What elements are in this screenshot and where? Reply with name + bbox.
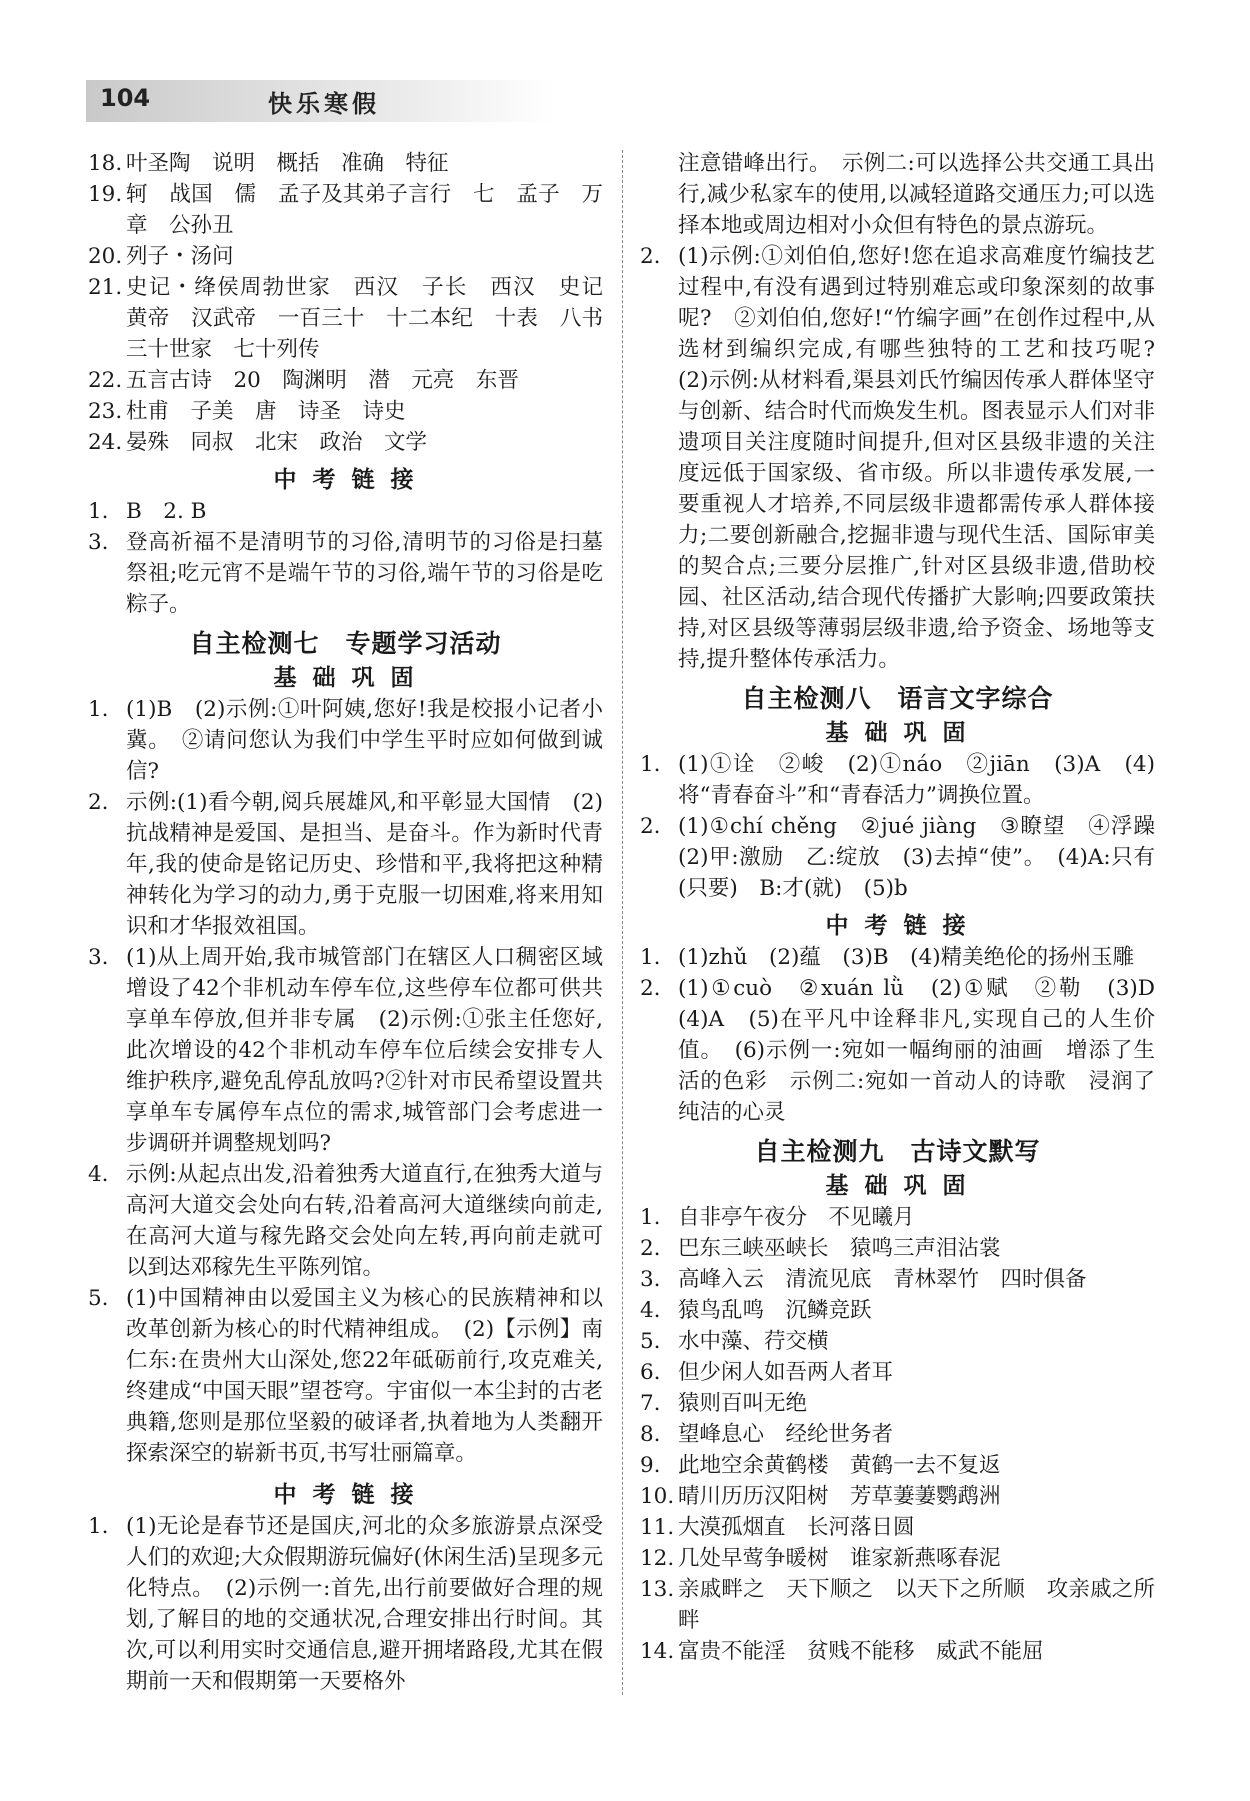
column-divider [622,150,623,1695]
answer-item [88,365,603,396]
right-column [640,148,1177,1667]
item-number: 22. [88,368,123,393]
item-text: 示例:从起点出发,沿着独秀大道直行,在独秀大道与高河大道交会处向右转,沿着高河大道继续向前走,在高河大道与稼先路交会处向左转,再向前走就可以到达邓稼先生平陈列馆。 [126,1162,603,1280]
item-number: 11. [640,1515,675,1540]
item-text: 猿鸟乱鸣 沉鳞竞跃 [678,1298,872,1323]
item-text: 五言古诗 20 陶渊明 潜 元亮 东晋 [126,368,519,393]
answer-item [88,1511,603,1697]
answer-list [88,694,603,1469]
item-text: 但少闲人如吾两人者耳 [678,1360,894,1385]
item-number: 5. [88,1286,109,1311]
answer-item [88,396,603,427]
continued-text: 注意错峰出行。 示例二:可以选择公共交通工具出行,减少私家车的使用,以减轻道路交通压力;可以选择本地或周边相对小众但有特色的景点游玩。 [678,151,1155,238]
item-number: 21. [88,275,123,300]
answer-item [640,1295,1155,1326]
item-text: 叶圣陶 说明 概括 准确 特征 [126,151,449,176]
left-column [88,148,625,1697]
answer-item [88,787,603,942]
answer-item [88,694,603,787]
answer-item [640,1264,1155,1295]
item-number: 8. [640,1422,661,1447]
section-heading: 中 考 链 接 [825,913,970,939]
answer-list [640,1202,1155,1667]
item-text: 自非亭午夜分 不见曦月 [678,1205,915,1230]
item-text: (1)示例:①刘伯伯,您好!您在追求高难度竹编技艺过程中,有没有遇到过特别难忘或印象深刻的故事呢? ②刘伯伯,您好!“竹编字画”在创作过程中,从选材到编织完成,有哪些独特的工艺和技巧呢? (2)示例:从材料看,渠县刘氏竹编因传承人群体坚守与创新、结合时代而焕发生机。图表显示人们对非遗项目关注度随时间提升,但对区县级非遗的关注度远低于国家级、省市级。所以非遗传承发展,一要重视人才培养,不同层级非遗都需传承人群体接力;二要创新融合,挖掘非遗与现代生活、国际审美的契合点;三要分层推广,针对区县级非遗,借助校园、社区活动,结合现代传播扩大影响;四要政策扶持,对区县级等薄弱层级非遗,给予资金、场地等支持,提升整体传承活力。 [678,244,1177,672]
item-text: 轲 战国 儒 孟子及其弟子言行 七 孟子 万章 公孙丑 [126,182,603,238]
answer-item [640,1357,1155,1388]
item-number: 23. [88,399,123,424]
section-heading: 中 考 链 接 [273,1482,418,1508]
item-text: 水中藻、荇交横 [678,1329,829,1354]
item-number: 9. [640,1453,661,1478]
answer-item [88,179,603,241]
item-text: 富贵不能淫 贫贱不能移 威武不能屈 [678,1639,1044,1664]
item-text: 猿则百叫无绝 [678,1391,808,1416]
item-number: 6. [640,1360,661,1385]
item-number: 1. [640,945,661,970]
answer-item [640,1450,1155,1481]
item-text: 高峰入云 清流见底 青林翠竹 四时俱备 [678,1267,1087,1292]
item-number: 5. [640,1329,661,1354]
item-text: (1)从上周开始,我市城管部门在辖区人口稠密区域增设了42个非机动车停车位,这些停车位都可供共享单车停放,但并非专属 (2)示例:①张主任您好,此次增设的42个非机动车停车位后续会安排专人维护秩序,避免乱停乱放吗?②针对市民希望设置共享单车专属停车点位的需求,城管部门会考虑进一步调研并调整规划吗? [126,945,603,1156]
item-text: (1)①诠 ②峻 (2)①náo ②jiān (3)A (4)将“青春奋斗”和“青春活力”调换位置。 [678,752,1155,808]
answer-item [88,272,625,365]
answer-item [640,1388,1155,1419]
chapter-title: 自主检测九 古诗文默写 [754,1137,1041,1166]
item-text: 杜甫 子美 唐 诗圣 诗史 [126,399,406,424]
item-text: 示例:(1)看今朝,阅兵展雄风,和平彰显大国情 (2)抗战精神是爱国、是担当、是奋斗。作为新时代青年,我的使命是铭记历史、珍惜和平,我将把这种精神转化为学习的动力,勇于克服一切困难,将来用知识和才华报效祖国。 [126,790,603,939]
answer-item [640,1481,1155,1512]
item-text: (1)B (2)示例:①叶阿姨,您好!我是校报小记者小冀。 ②请问您认为我们中学生平时应如何做到诚信? [126,697,603,784]
item-number: 3. [88,530,109,555]
answer-list [88,496,603,620]
item-number: 13. [640,1577,675,1602]
item-number: 1. [640,752,661,777]
page-number: 104 [100,84,151,112]
item-number: 18. [88,151,123,176]
answer-item [640,1512,1155,1543]
section-heading: 中 考 链 接 [273,467,418,493]
section-heading: 基 础 巩 固 [825,1173,970,1199]
section-heading: 基 础 巩 固 [273,665,418,691]
item-number: 2. [640,814,661,839]
item-text: 亲戚畔之 天下顺之 以天下之所顺 攻亲戚之所畔 [678,1577,1155,1633]
answer-item [640,1233,1155,1264]
answer-list [88,1511,603,1697]
answer-list [640,749,1177,904]
item-number: 4. [640,1298,661,1323]
item-text: 晴川历历汉阳树 芳草萋萋鹦鹉洲 [678,1484,1001,1509]
item-text: (1)中国精神由以爱国主义为核心的民族精神和以改革创新为核心的时代精神组成。 (2)【示例】南仁东:在贵州大山深处,您22年砥砺前行,攻克难关,终建成“中国天眼”望苍穹。宇宙似一本尘封的古老典籍,您则是那位坚毅的破译者,执着地为人类翻开探索深空的崭新书页,书写壮丽篇章。 [126,1286,603,1466]
item-text: 大漠孤烟直 长河落日圆 [678,1515,915,1540]
item-number: 1. [640,1205,661,1230]
answer-list [640,942,1177,1128]
item-number: 19. [88,182,123,207]
answer-item [640,1543,1155,1574]
item-number: 7. [640,1391,661,1416]
answer-item [640,1574,1155,1636]
item-text: (1)无论是春节还是国庆,河北的众多旅游景点深受人们的欢迎;大众假期游玩偏好(休闲生活)呈现多元化特点。 (2)示例一:首先,出行前要做好合理的规划,了解目的地的交通状况,合理安排出行时间。其次,可以利用实时交通信息,避开拥堵路段,尤其在假期前一天和假期第一天要格外 [126,1514,603,1694]
item-text: (1)zhǔ (2)蕴 (3)B (4)精美绝伦的扬州玉雕 [678,945,1135,970]
book-title: 快乐寒假 [268,90,380,118]
answer-item [88,527,603,620]
item-text: 晏殊 同叔 北宋 政治 文学 [126,430,428,455]
answer-item [640,1202,1155,1233]
answer-item [640,942,1155,973]
answer-item [88,1283,603,1469]
answer-item [640,749,1155,811]
item-number: 2. [640,976,661,1001]
item-number: 10. [640,1484,675,1509]
item-text: 望峰息心 经纶世务者 [678,1422,894,1447]
item-text: B 2. B [126,499,207,524]
answer-list [640,241,1177,675]
item-number: 2. [88,790,109,815]
item-text: 史记・绛侯周勃世家 西汉 子长 西汉 史记 黄帝 汉武帝 一百三十 十二本纪 十表 八书 三十世家 七十列传 [126,275,625,362]
answer-item [88,496,603,527]
answer-item [88,1159,603,1283]
item-number: 20. [88,244,123,269]
item-number: 3. [88,945,109,970]
item-number: 1. [88,499,109,524]
chapter-title: 自主检测八 语言文字综合 [741,684,1054,713]
item-text: 几处早莺争暖树 谁家新燕啄春泥 [678,1546,1001,1571]
item-number: 24. [88,430,123,455]
item-number: 3. [640,1267,661,1292]
item-number: 4. [88,1162,109,1187]
answer-item [88,427,603,458]
section-heading: 基 础 巩 固 [825,720,970,746]
item-number: 2. [640,244,661,269]
item-text: 登高祈福不是清明节的习俗,清明节的习俗是扫墓祭祖;吃元宵不是端午节的习俗,端午节的习俗是吃粽子。 [126,530,603,617]
answer-item [88,148,603,179]
chapter-title: 自主检测七 专题学习活动 [189,629,502,658]
item-number: 2. [640,1236,661,1261]
item-number: 1. [88,1514,109,1539]
answer-item [640,1326,1155,1357]
item-number: 14. [640,1639,675,1664]
answer-item [88,942,603,1159]
answer-item [640,1419,1155,1450]
item-text: (1)①chí chěng ②jué jiàng ③瞭望 ④浮躁 (2)甲:激励 乙:绽放 (3)去掉“使”。 (4)A:只有(只要) B:才(就) (5)b [678,814,1177,901]
item-text: (1)①cuò ②xuán lǜ (2)①赋 ②勒 (3)D (4)A (5)在平凡中诠释非凡,实现自己的人生价值。 (6)示例一:宛如一幅绚丽的油画 增添了生活的色彩 示例二:宛如一首动人的诗歌 浸润了纯洁的心灵 [678,976,1177,1125]
item-text: 巴东三峡巫峡长 猿鸣三声泪沾裳 [678,1236,1001,1261]
answer-item [640,1636,1155,1667]
answer-item [640,973,1177,1128]
answer-item [640,811,1177,904]
item-text: 此地空余黄鹤楼 黄鹤一去不复返 [678,1453,1001,1478]
answer-item [88,241,603,272]
item-number: 1. [88,697,109,722]
answer-item [640,241,1177,675]
item-text: 列子・汤问 [126,244,234,269]
item-number: 12. [640,1546,675,1571]
answer-list [88,148,625,458]
